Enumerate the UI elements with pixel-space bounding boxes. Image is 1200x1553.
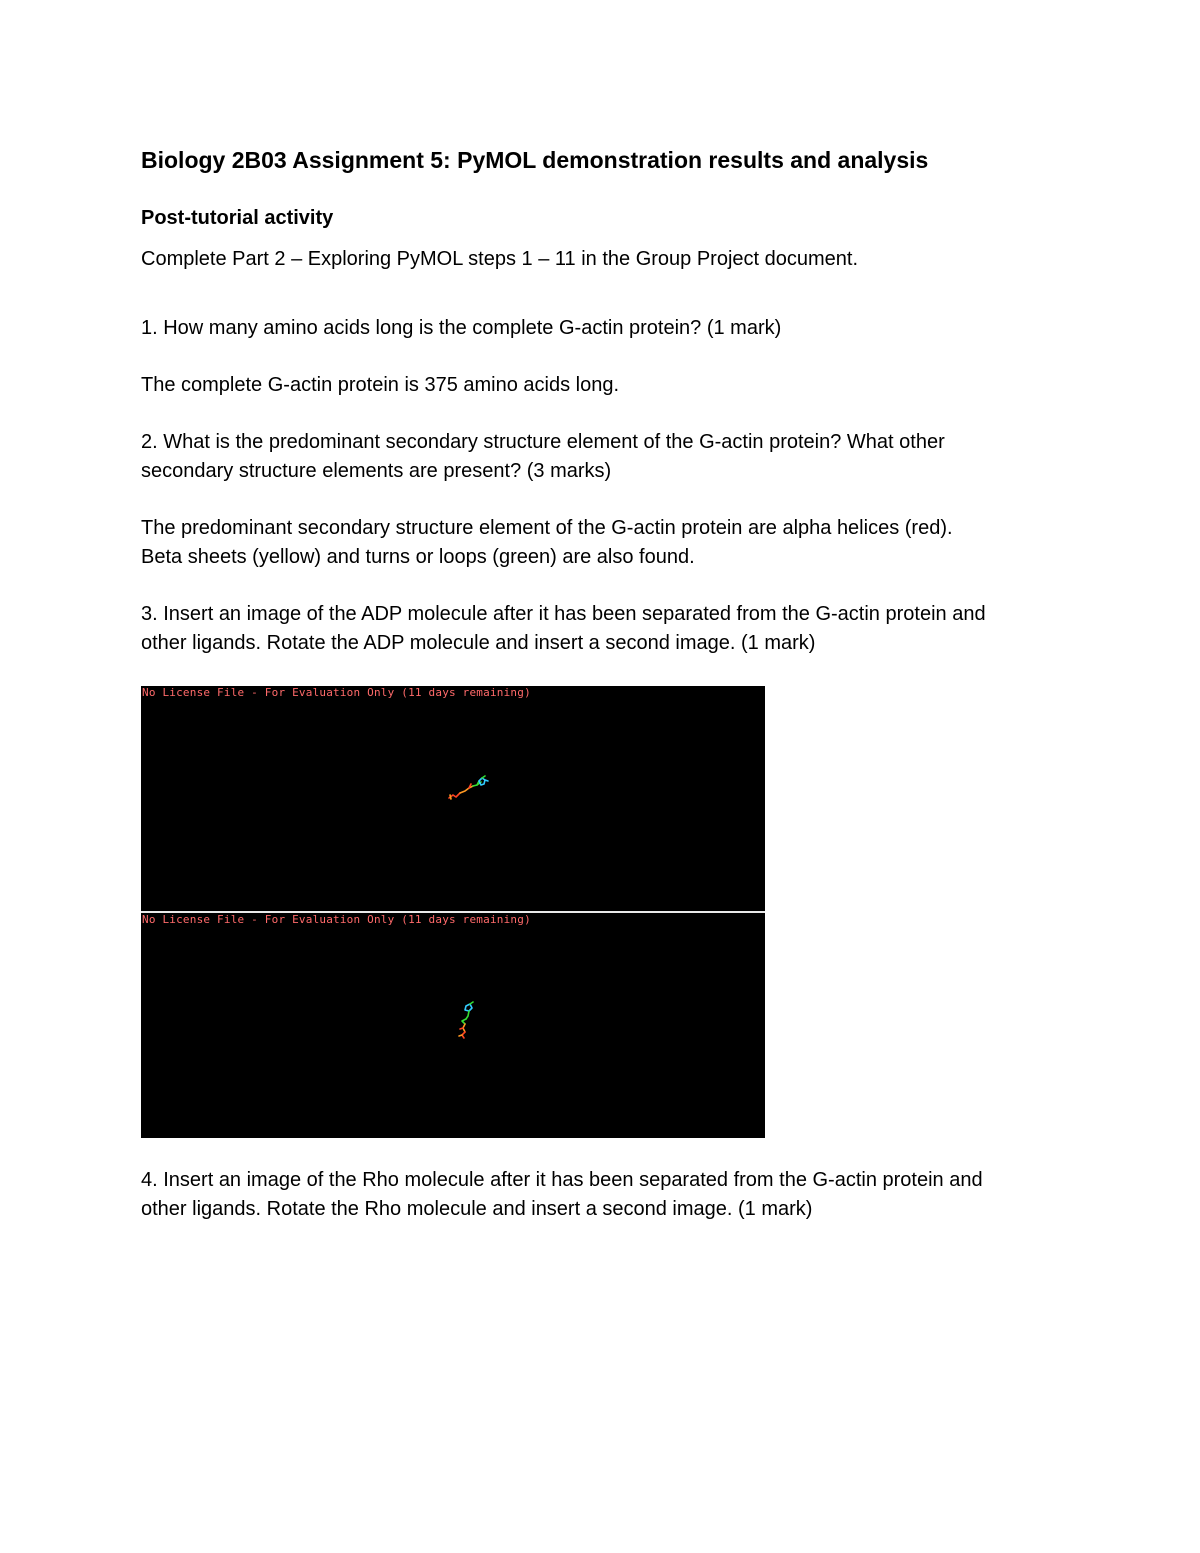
document-title: Biology 2B03 Assignment 5: PyMOL demonstration results and analysis xyxy=(141,147,929,173)
question-1: 1. How many amino acids long is the complete G-actin protein? (1 mark) xyxy=(141,317,782,339)
pymol-screenshot-adp-2 xyxy=(141,913,765,1138)
adp-molecule-rotated-icon xyxy=(449,998,484,1048)
license-watermark: No License File - For Evaluation Only (11 days remaining) xyxy=(142,913,531,926)
question-4-line: 4. Insert an image of the Rho molecule after it has been separated from the G-actin protein and xyxy=(141,1169,983,1191)
question-2 xyxy=(141,428,1071,486)
adp-molecule-icon xyxy=(441,766,501,806)
answer-2 xyxy=(141,514,1071,572)
answer-2-line: The predominant secondary structure element of the G-actin protein are alpha helices (red). xyxy=(141,517,953,539)
license-watermark: No License File - For Evaluation Only (11 days remaining) xyxy=(142,686,531,699)
question-4 xyxy=(141,1166,1071,1224)
answer-1: The complete G-actin protein is 375 amino acids long. xyxy=(141,374,620,396)
question-2-line: secondary structure elements are present? (3 marks) xyxy=(141,460,612,482)
question-4-line: other ligands. Rotate the Rho molecule and insert a second image. (1 mark) xyxy=(141,1198,813,1220)
section-subtitle: Post-tutorial activity xyxy=(141,207,334,229)
question-3 xyxy=(141,600,1071,658)
question-3-line: 3. Insert an image of the ADP molecule after it has been separated from the G-actin protein and xyxy=(141,603,986,625)
intro-instructions: Complete Part 2 – Exploring PyMOL steps 1 – 11 in the Group Project document. xyxy=(141,248,859,270)
pymol-screenshot-adp-1 xyxy=(141,686,765,911)
question-2-line: 2. What is the predominant secondary structure element of the G-actin protein? What other xyxy=(141,431,945,453)
answer-2-line: Beta sheets (yellow) and turns or loops (green) are also found. xyxy=(141,546,695,568)
question-3-line: other ligands. Rotate the ADP molecule and insert a second image. (1 mark) xyxy=(141,632,816,654)
